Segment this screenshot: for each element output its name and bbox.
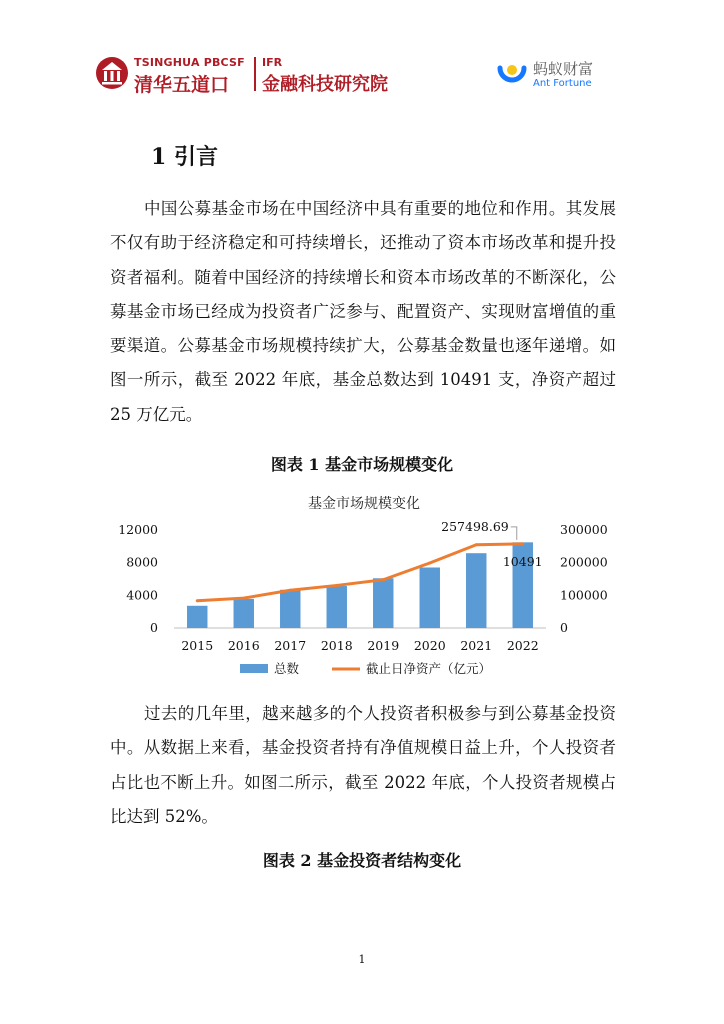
bar-2017 bbox=[280, 590, 300, 628]
x-tick-label: 2016 bbox=[227, 638, 260, 653]
line-data-label: 257498.69 bbox=[441, 518, 509, 534]
y-right-tick-label: 300000 bbox=[560, 522, 608, 537]
figure-caption-2: 图表 2 基金投资者结构变化 bbox=[262, 851, 462, 870]
legend-bar-label: 总数 bbox=[274, 661, 300, 676]
ifr-cn-label: 金融科技研究院 bbox=[262, 74, 388, 95]
line-point-2019 bbox=[382, 578, 385, 581]
section-title: 1 引言 bbox=[151, 144, 218, 170]
y-left-tick-label: 8000 bbox=[126, 554, 158, 570]
tsinghua-en-label: TSINGHUA PBCSF bbox=[134, 56, 245, 69]
bar-2015 bbox=[187, 606, 207, 628]
chart-svg bbox=[104, 484, 624, 684]
bar-2020 bbox=[420, 567, 440, 628]
line-label-leader bbox=[511, 527, 517, 540]
line-point-2020 bbox=[428, 562, 431, 565]
y-left-tick-label: 0 bbox=[150, 620, 158, 635]
line-point-2016 bbox=[242, 597, 245, 600]
bar-2016 bbox=[234, 599, 254, 628]
ant-fortune-logo-icon bbox=[494, 56, 530, 92]
page-number: 1 bbox=[358, 953, 366, 966]
bar-2021 bbox=[466, 553, 486, 628]
line-point-2015 bbox=[196, 599, 199, 602]
y-left-tick-label: 4000 bbox=[126, 587, 158, 603]
ifr-en-label: IFR bbox=[262, 56, 283, 69]
ant-fortune-cn-label: 蚂蚁财富 bbox=[533, 60, 594, 78]
x-tick-label: 2018 bbox=[320, 638, 353, 653]
x-tick-label: 2021 bbox=[460, 638, 493, 653]
line-point-2018 bbox=[335, 584, 338, 587]
intro-paragraph: 中国公募基金市场在中国经济中具有重要的地位和作用。其发展不仅有助于经济稳定和可持续增长，还推动了资本市场改革和提升投资者福利。随着中国经济的持续增长和资本市场改革的不断深化，公募基金市场已经成为投资者广泛参与、配置资产、实现财富增值的重要渠道。公募基金市场规模持续扩大，公募基金数量也逐年递增。如图一所示，截至 2022 年底，基金总数达到 10491 支，净资产超过 25 万亿元。 bbox=[110, 199, 616, 424]
bar-2019 bbox=[373, 578, 393, 628]
y-right-tick-label: 0 bbox=[560, 620, 568, 635]
page-header bbox=[0, 0, 724, 110]
x-tick-label: 2015 bbox=[181, 638, 214, 653]
x-tick-label: 2020 bbox=[413, 638, 446, 653]
y-right-tick-label: 200000 bbox=[560, 554, 608, 570]
chart-title: 基金市场规模变化 bbox=[308, 496, 420, 512]
header-divider bbox=[254, 57, 256, 91]
legend-bar-swatch bbox=[240, 664, 268, 673]
bar-data-label: 10491 bbox=[502, 553, 543, 569]
y-right-tick-label: 100000 bbox=[560, 587, 608, 603]
y-left-tick-label: 12000 bbox=[118, 522, 158, 537]
tsinghua-cn-label: 清华五道口 bbox=[134, 74, 230, 96]
x-tick-label: 2022 bbox=[506, 638, 539, 653]
legend-line-label: 截止日净资产（亿元） bbox=[366, 661, 492, 676]
x-tick-label: 2019 bbox=[367, 638, 400, 653]
fund-market-chart bbox=[104, 484, 624, 684]
figure-caption-1: 图表 1 基金市场规模变化 bbox=[270, 455, 454, 474]
investor-paragraph: 过去的几年里，越来越多的个人投资者积极参与到公募基金投资中。从数据上来看，基金投资者持有净值规模日益上升，个人投资者占比也不断上升。如图二所示，截至 2022 年底，个人投资者规模占比达到 52%。 bbox=[110, 704, 616, 826]
bar-2018 bbox=[327, 586, 347, 628]
ant-fortune-en-label: Ant Fortune bbox=[533, 78, 592, 89]
x-tick-label: 2017 bbox=[274, 638, 307, 653]
line-point-2017 bbox=[289, 589, 292, 592]
tsinghua-emblem-icon bbox=[95, 56, 129, 90]
line-point-2021 bbox=[475, 543, 478, 546]
line-point-2022 bbox=[521, 542, 524, 545]
